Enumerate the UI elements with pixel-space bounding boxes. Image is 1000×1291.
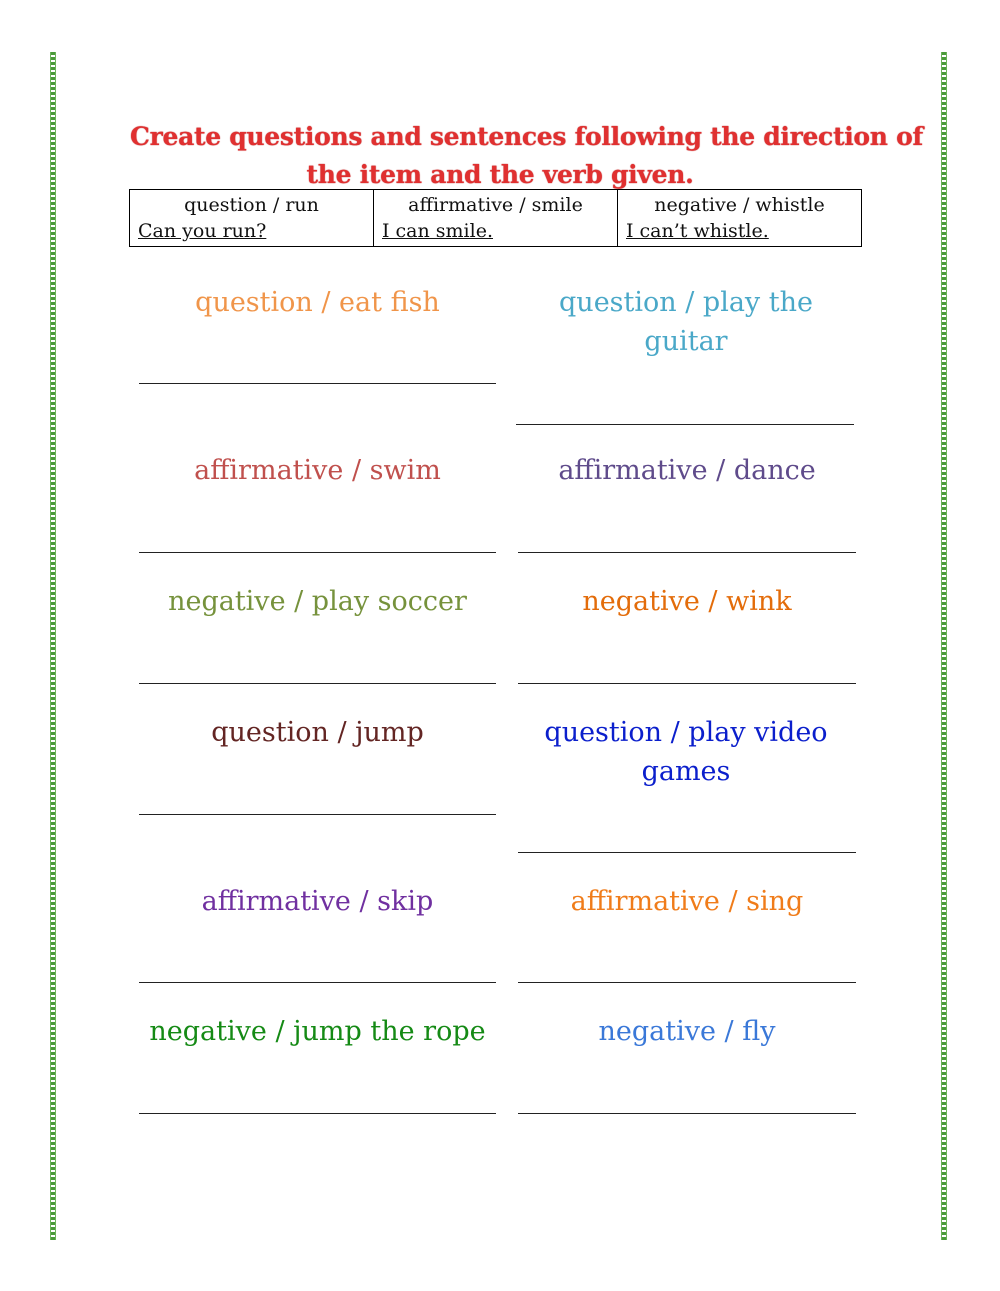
answer-line[interactable] [139,683,496,684]
prompt-item: negative / fly [598,1016,776,1047]
example-label: negative / whistle [654,194,825,216]
prompt-item: question / play the guitar [559,287,813,357]
answer-line[interactable] [139,1113,496,1114]
answer-line[interactable] [518,982,856,983]
answer-line[interactable] [516,424,854,425]
prompt-item: question / eat fish [195,287,440,318]
prompt-item: question / play video games [544,717,828,787]
prompt-item: question / jump [211,717,424,748]
worksheet-title [130,118,923,194]
prompt-item: affirmative / skip [201,886,434,917]
example-cell [130,190,374,247]
title-line-1: Create questions and sentences following the direction of [130,122,923,151]
decorative-border-left [50,52,56,1240]
answer-line[interactable] [518,683,856,684]
title-line-2: the item and the verb given. [306,160,694,189]
answer-line[interactable] [139,552,496,553]
decorative-border-right [941,52,947,1240]
example-cell [374,190,618,247]
prompt-item: affirmative / dance [558,455,816,486]
answer-line[interactable] [139,814,496,815]
example-answer: I can’t whistle. [626,220,769,242]
answer-line[interactable] [518,552,856,553]
prompt-item: negative / jump the rope [149,1016,486,1047]
answer-line[interactable] [139,383,496,384]
answer-line[interactable] [518,852,856,853]
example-cell [618,190,862,247]
examples-table [129,189,862,247]
example-label: affirmative / smile [408,194,583,216]
prompt-item: negative / play soccer [168,586,467,617]
example-answer: I can smile. [382,220,493,242]
example-answer: Can you run? [138,220,267,242]
example-label: question / run [184,194,319,216]
answer-line[interactable] [139,982,496,983]
prompt-item: negative / wink [582,586,792,617]
prompt-item: affirmative / swim [194,455,441,486]
prompt-item: affirmative / sing [570,886,804,917]
answer-line[interactable] [518,1113,856,1114]
